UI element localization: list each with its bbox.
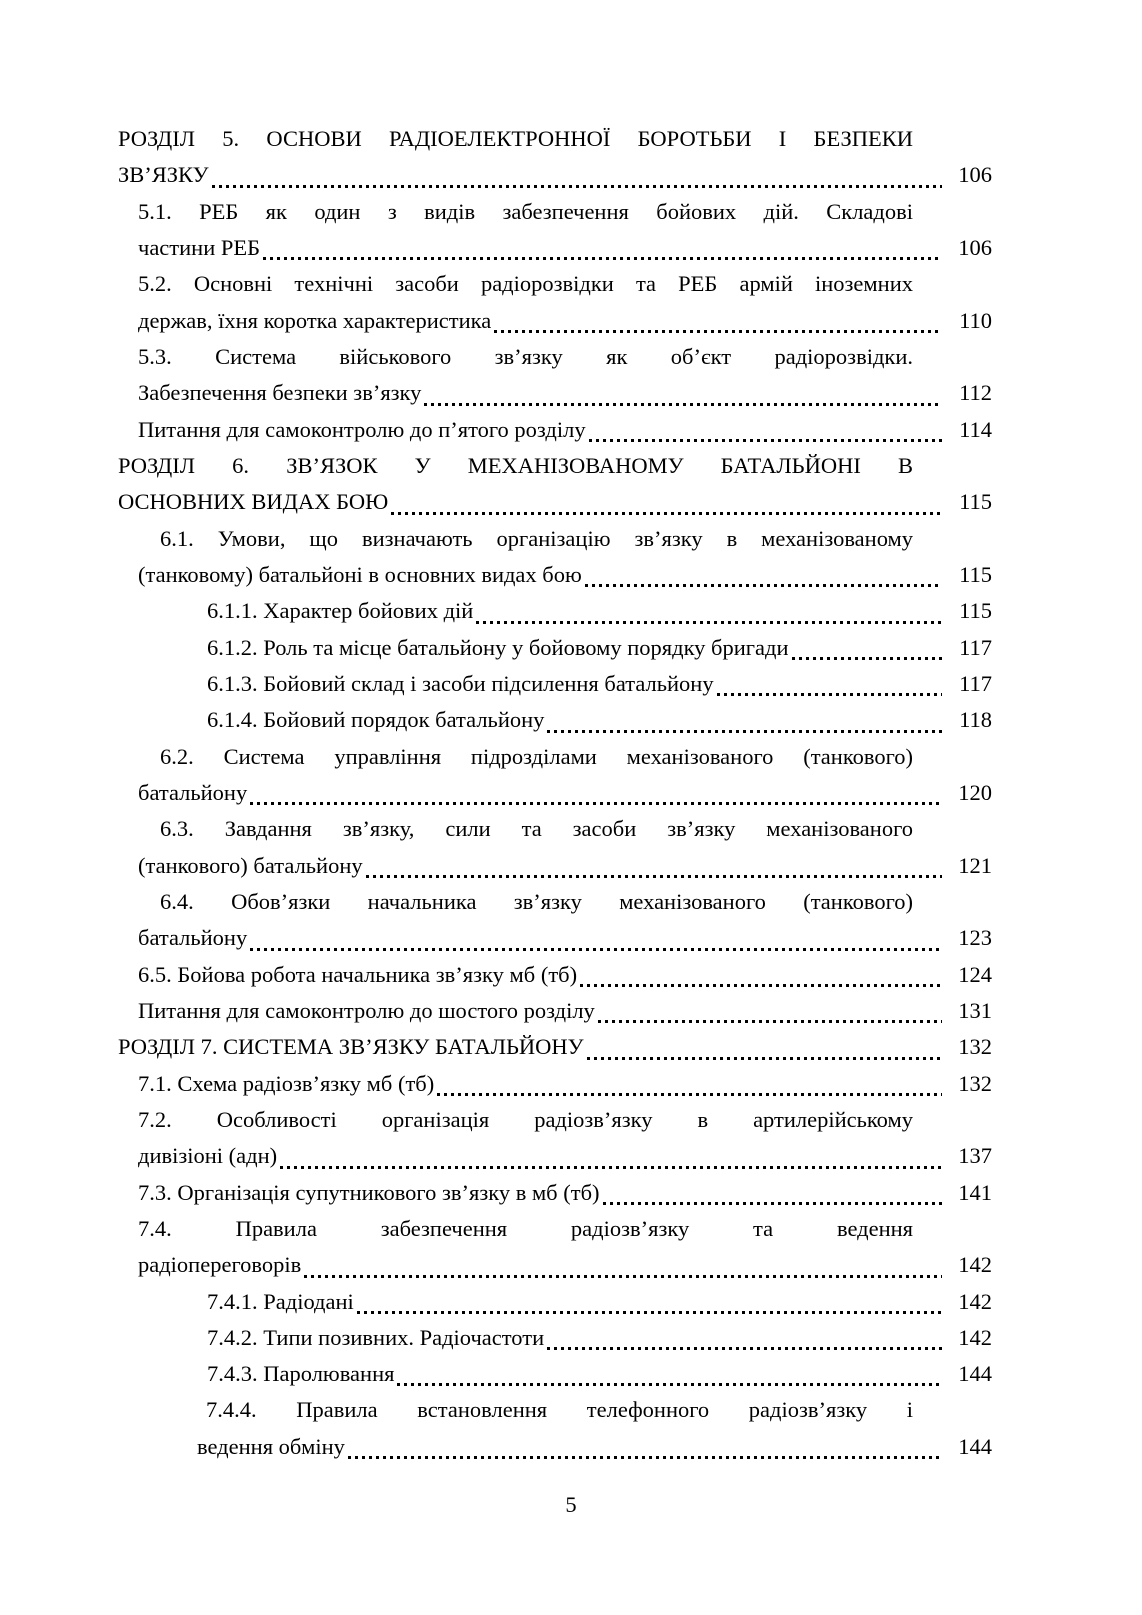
- toc-entry-line: 6.1. Умови, що визначають організацію зв’язку в механізованому: [160, 525, 913, 551]
- toc-entry-text: держав, їхня коротка характеристика: [138, 307, 492, 333]
- toc-entry-page-number: 115: [959, 561, 992, 587]
- toc-entry: [118, 1211, 992, 1284]
- dot-leader: [366, 875, 942, 878]
- toc-entry-line: 6.4. Обов’язки начальника зв’язку механізованого (танкового): [160, 888, 913, 914]
- toc-entry: [118, 993, 992, 1029]
- toc-entry: [118, 339, 992, 412]
- toc-entry-text: 6.1.3. Бойовий склад і засоби підсилення батальйону: [207, 670, 714, 696]
- toc-entry: [118, 1066, 992, 1102]
- toc-entry-line: [138, 1066, 992, 1102]
- toc-entry-text: Забезпечення безпеки зв’язку: [138, 380, 422, 406]
- toc-entry: [118, 884, 992, 957]
- toc-entry-text: радіопереговорів: [138, 1252, 302, 1278]
- toc-entry: [118, 1392, 992, 1465]
- toc-entry-line: РОЗДІЛ 6. ЗВ’ЯЗОК У МЕХАНІЗОВАНОМУ БАТАЛЬЙОНІ В: [118, 452, 913, 478]
- dot-leader: [603, 1202, 942, 1205]
- dot-leader: [598, 1020, 942, 1023]
- toc-entry-line: [197, 630, 992, 666]
- toc-entry-page-number: 142: [958, 1252, 992, 1278]
- dot-leader: [717, 693, 942, 696]
- toc-entry-page-number: 118: [959, 707, 992, 733]
- toc-entry-line: [138, 303, 992, 339]
- toc-entry-line: [138, 375, 992, 411]
- toc-entry-line: [138, 993, 992, 1029]
- toc-entry-page-number: 132: [958, 1034, 992, 1060]
- toc-entry-line: 5.3. Система військового зв’язку як об’єкт радіорозвідки.: [138, 343, 913, 369]
- toc-entry-text: Питання для самоконтролю до шостого розділу: [138, 997, 595, 1023]
- toc-entry-line: [118, 157, 992, 193]
- toc-entry-page-number: 142: [958, 1288, 992, 1314]
- toc-entry-page-number: 110: [959, 307, 992, 333]
- toc-entry-text: ведення обміну: [197, 1433, 345, 1459]
- dot-leader: [589, 439, 942, 442]
- toc-entry: [118, 521, 992, 594]
- toc-entry-page-number: 121: [958, 852, 992, 878]
- toc-entry: [118, 1320, 992, 1356]
- dot-leader: [212, 185, 942, 188]
- toc-entry-page-number: 112: [959, 380, 992, 406]
- toc-entry: [118, 630, 992, 666]
- toc-entry: [118, 957, 992, 993]
- toc-entry-line: [138, 920, 992, 956]
- toc-entry-line: [197, 1429, 992, 1465]
- toc-entry: [118, 1356, 992, 1392]
- toc-entry-text: 7.4.3. Паролювання: [207, 1361, 395, 1387]
- toc-entry-text: 6.5. Бойова робота начальника зв’язку мб (тб): [138, 961, 578, 987]
- toc-entry-page-number: 115: [959, 598, 992, 624]
- toc-entry: [118, 593, 992, 629]
- toc-entry: [118, 1175, 992, 1211]
- toc-entry-page-number: 114: [959, 416, 992, 442]
- toc-entry: [118, 266, 992, 339]
- toc-entry-line: [118, 484, 992, 520]
- dot-leader: [304, 1275, 942, 1278]
- toc-entry-text: 7.4.1. Радіодані: [207, 1288, 354, 1314]
- dot-leader: [250, 802, 942, 805]
- dot-leader: [357, 1311, 942, 1314]
- toc-entry-page-number: 131: [958, 997, 992, 1023]
- toc-entry-text: батальйону: [138, 925, 248, 951]
- dot-leader: [476, 621, 942, 624]
- dot-leader: [792, 657, 943, 660]
- toc-entry-page-number: 141: [958, 1179, 992, 1205]
- dot-leader: [263, 257, 942, 260]
- toc-entry-text: 7.4.2. Типи позивних. Радіочастоти: [207, 1324, 545, 1350]
- dot-leader: [580, 984, 942, 987]
- toc-entry: [118, 194, 992, 267]
- toc-entry-line: [138, 848, 992, 884]
- toc-entry-page-number: 117: [959, 634, 992, 660]
- toc-entry-page-number: 144: [958, 1433, 992, 1459]
- dot-leader: [547, 730, 942, 733]
- toc-entry: [118, 702, 992, 738]
- toc-entry-line: [197, 593, 992, 629]
- toc-entry-line: 7.4.4. Правила встановлення телефонного радіозв’язку і: [206, 1397, 913, 1423]
- toc-entry-line: 7.4. Правила забезпечення радіозв’язку та ведення: [138, 1215, 913, 1241]
- toc-entry: [118, 1102, 992, 1175]
- toc-entry-page-number: 132: [958, 1070, 992, 1096]
- dot-leader: [585, 584, 942, 587]
- toc-entry-text: ОСНОВНИХ ВИДАХ БОЮ: [118, 489, 389, 515]
- toc-entry-page-number: 106: [958, 162, 992, 188]
- toc-entry-line: 5.2. Основні технічні засоби радіорозвідки та РЕБ армій іноземних: [138, 271, 913, 297]
- table-of-contents: [118, 121, 992, 1465]
- toc-entry-line: 6.2. Система управління підрозділами механізованого (танкового): [160, 743, 913, 769]
- toc-entry-line: 6.3. Завдання зв’язку, сили та засоби зв’язку механізованого: [160, 816, 913, 842]
- dot-leader: [494, 330, 942, 333]
- toc-entry-page-number: 120: [958, 779, 992, 805]
- toc-entry-page-number: 137: [958, 1143, 992, 1169]
- dot-leader: [397, 1383, 942, 1386]
- toc-entry: [118, 739, 992, 812]
- toc-entry-page-number: 142: [958, 1324, 992, 1350]
- toc-entry: [118, 121, 992, 194]
- dot-leader: [424, 403, 942, 406]
- toc-entry-text: частини РЕБ: [138, 234, 261, 260]
- toc-entry-text: 6.1.4. Бойовий порядок батальйону: [207, 707, 545, 733]
- toc-entry-page-number: 144: [958, 1361, 992, 1387]
- page-number: 5: [565, 1492, 577, 1517]
- dot-leader: [250, 948, 942, 951]
- dot-leader: [587, 1057, 942, 1060]
- toc-entry-text: дивізіоні (адн): [138, 1143, 278, 1169]
- toc-entry-text: 6.1.1. Характер бойових дій: [207, 598, 474, 624]
- toc-entry-line: [118, 1029, 992, 1065]
- dot-leader: [280, 1166, 942, 1169]
- toc-entry-text: 6.1.2. Роль та місце батальйону у бойовому порядку бригади: [207, 634, 789, 660]
- toc-entry-line: [197, 1356, 992, 1392]
- toc-entry-line: [138, 957, 992, 993]
- toc-entry-line: [138, 1247, 992, 1283]
- toc-entry-text: ЗВ’ЯЗКУ: [118, 162, 209, 188]
- toc-entry-line: [138, 1138, 992, 1174]
- toc-entry-text: 7.1. Схема радіозв’язку мб (тб): [138, 1070, 435, 1096]
- toc-entry-text: РОЗДІЛ 7. СИСТЕМА ЗВ’ЯЗКУ БАТАЛЬЙОНУ: [118, 1034, 584, 1060]
- toc-entry-line: [197, 1320, 992, 1356]
- dot-leader: [547, 1347, 942, 1350]
- toc-entry-text: батальйону: [138, 779, 248, 805]
- toc-entry-line: [197, 666, 992, 702]
- toc-entry-line: [138, 1175, 992, 1211]
- toc-entry-text: 7.3. Організація супутникового зв’язку в мб (тб): [138, 1179, 600, 1205]
- toc-entry: [118, 448, 992, 521]
- toc-entry-line: 7.2. Особливості організація радіозв’язку в артилерійському: [138, 1106, 913, 1132]
- toc-entry-line: [138, 775, 992, 811]
- toc-entry-page-number: 117: [959, 670, 992, 696]
- toc-entry: [118, 412, 992, 448]
- toc-entry-line: [197, 1284, 992, 1320]
- toc-entry-text: Питання для самоконтролю до п’ятого розділу: [138, 416, 586, 442]
- toc-entry-page-number: 115: [959, 489, 992, 515]
- toc-entry-line: [197, 702, 992, 738]
- toc-entry-line: РОЗДІЛ 5. ОСНОВИ РАДІОЕЛЕКТРОННОЇ БОРОТЬБИ І БЕЗПЕКИ: [118, 126, 913, 151]
- dot-leader: [437, 1093, 942, 1096]
- toc-entry-line: [138, 557, 992, 593]
- toc-entry-page-number: 106: [958, 234, 992, 260]
- toc-entry-text: (танковому) батальйоні в основних видах бою: [138, 561, 582, 587]
- toc-entry-page-number: 124: [958, 961, 992, 987]
- toc-entry: [118, 1284, 992, 1320]
- toc-entry-page-number: 123: [958, 925, 992, 951]
- toc-entry-line: [138, 412, 992, 448]
- toc-entry: [118, 1029, 992, 1065]
- toc-entry-line: [138, 230, 992, 266]
- toc-entry: [118, 666, 992, 702]
- toc-entry: [118, 811, 992, 884]
- dot-leader: [348, 1456, 942, 1459]
- toc-entry-line: 5.1. РЕБ як один з видів забезпечення бойових дій. Складові: [138, 198, 913, 224]
- toc-entry-text: (танкового) батальйону: [138, 852, 363, 878]
- dot-leader: [391, 512, 942, 515]
